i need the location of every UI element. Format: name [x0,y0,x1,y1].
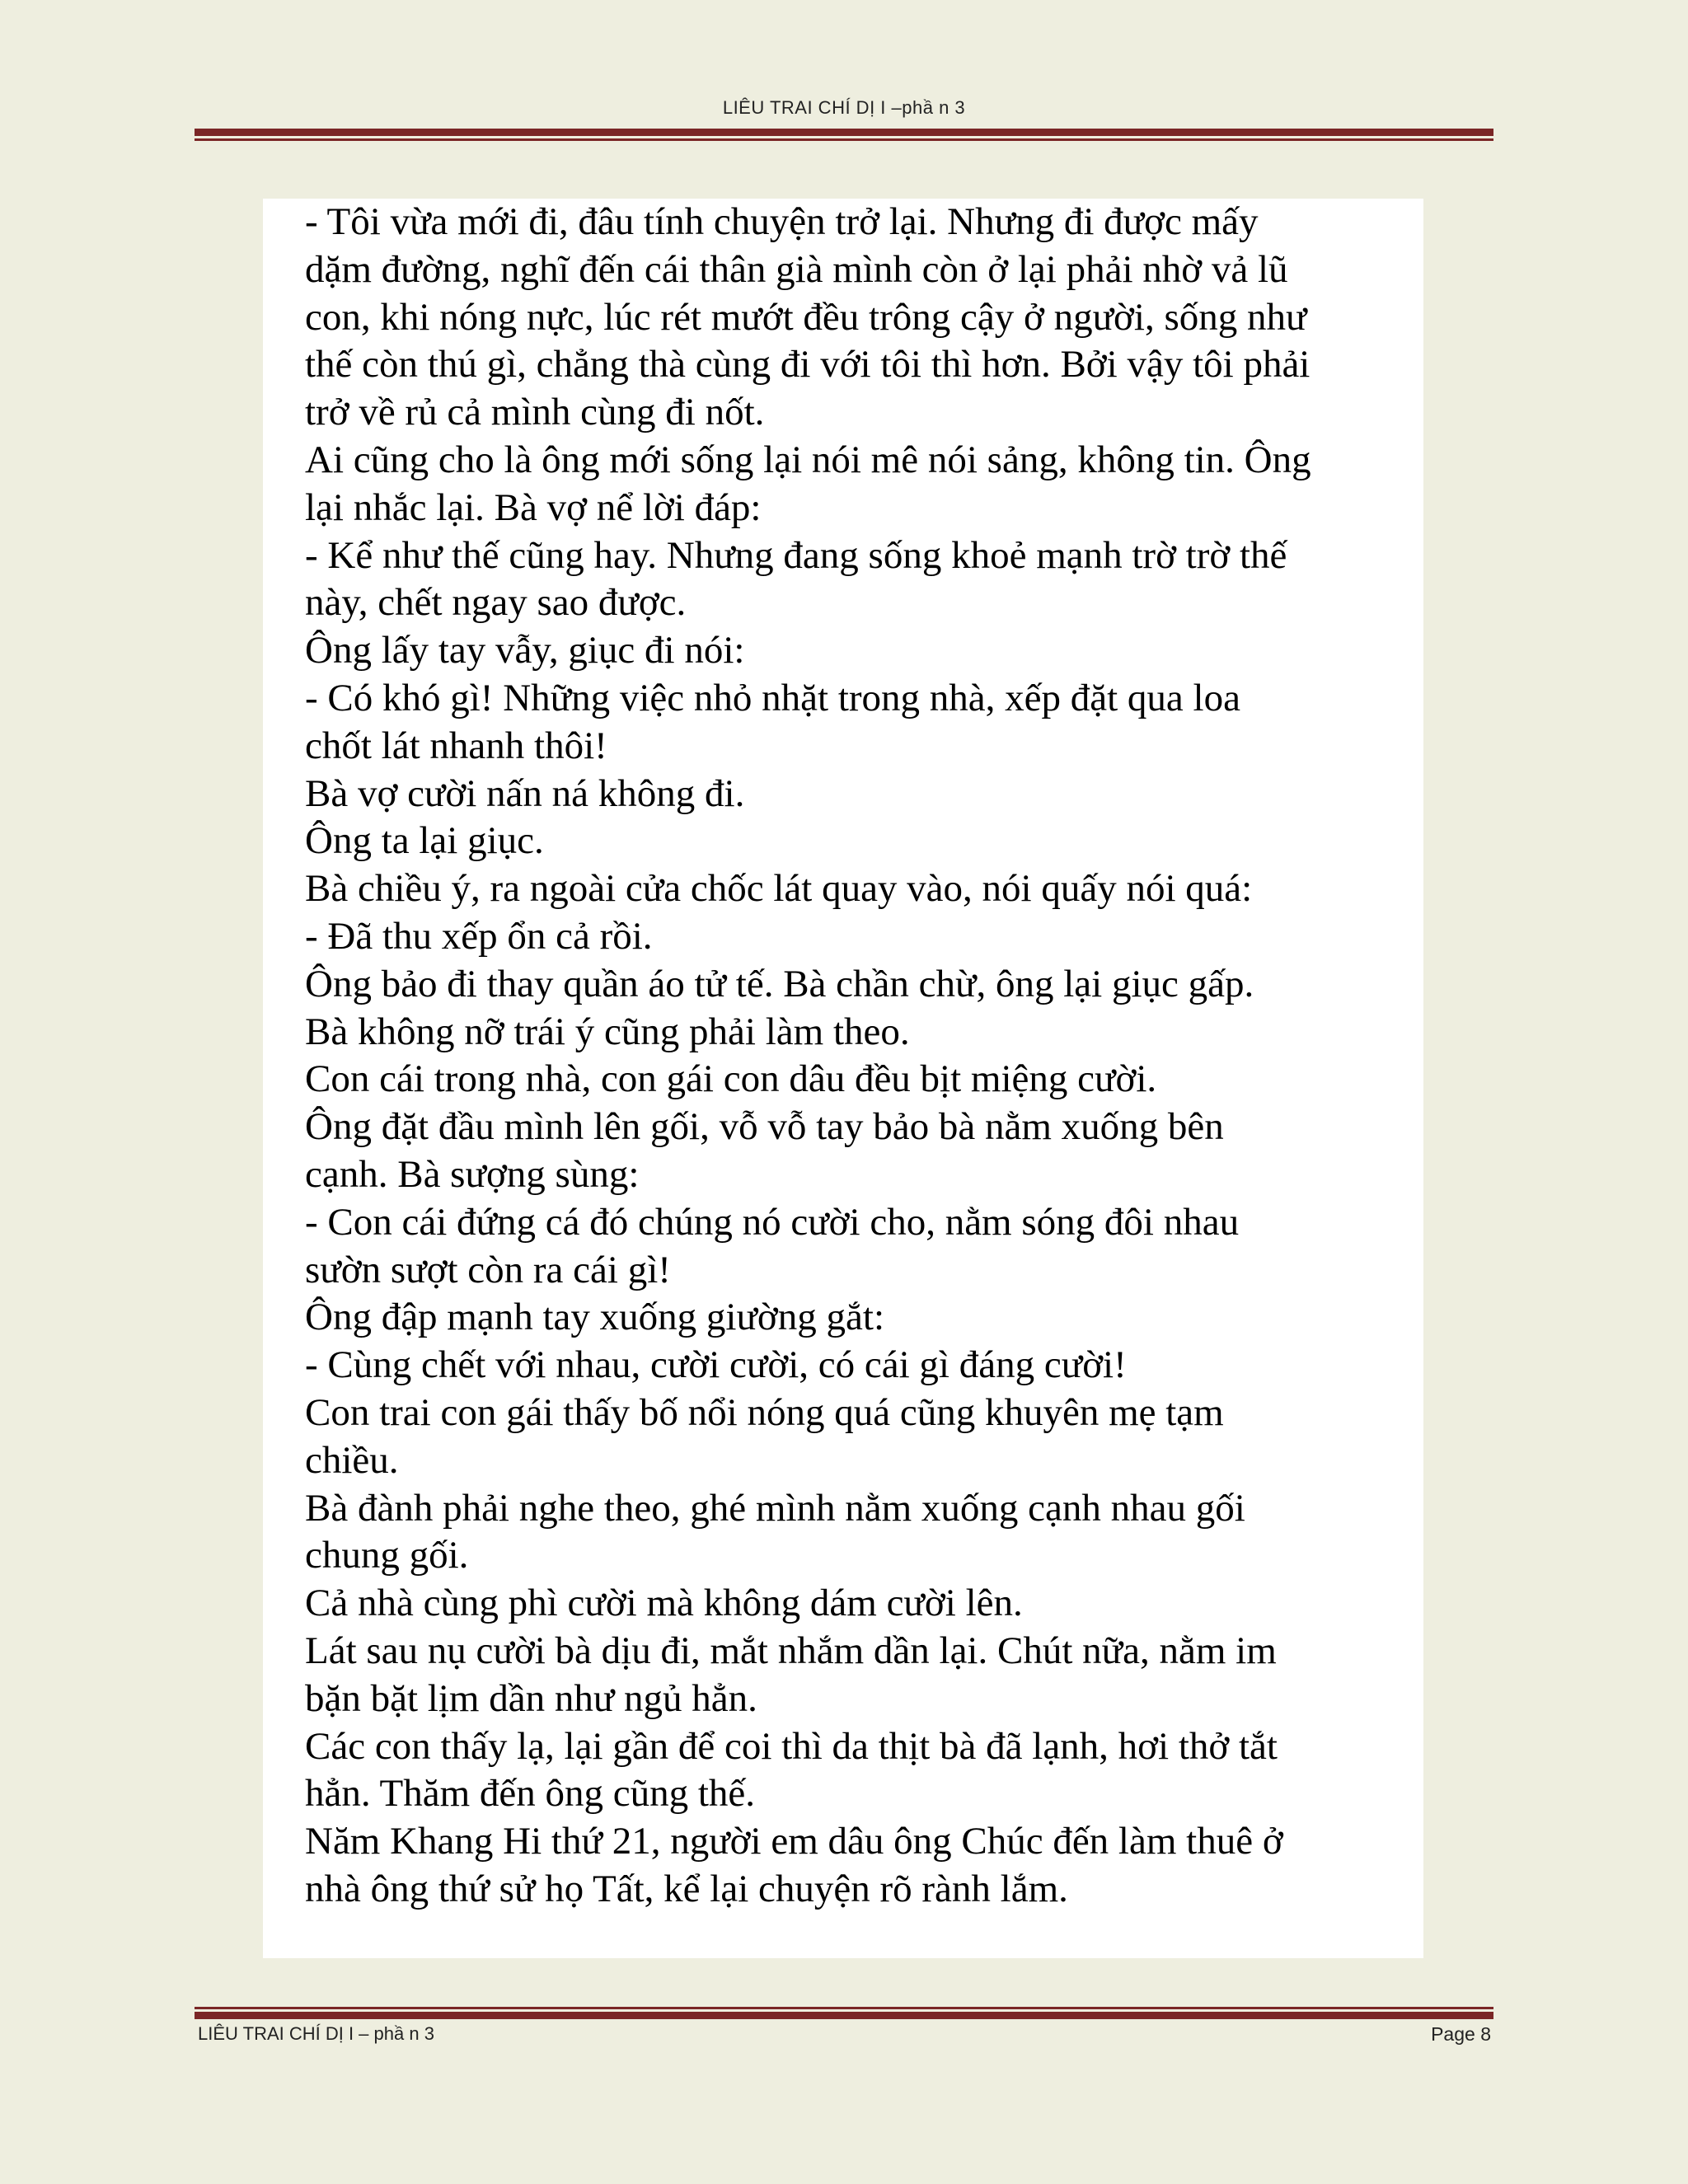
footer-rule-thin [195,2007,1493,2009]
text-line: Bà vợ cười nấn ná không đi. [305,771,745,815]
text-line: - Đã thu xếp ổn cả rồi. [305,914,653,958]
text-line: - Cùng chết với nhau, cười cười, có cái gì đáng cười! [305,1343,1127,1387]
text-line: chốt lát nhanh thôi! [305,724,607,767]
footer-title: LIÊU TRAI CHÍ DỊ I – phầ n 3 [198,2023,434,2044]
header-rule-thin [195,138,1493,141]
text-line: thế còn thú gì, chẳng thà cùng đi với tôi thì hơn. Bởi vậy tôi phải [305,343,1311,387]
page-number: Page 8 [1431,2023,1491,2045]
text-line: - Con cái đứng cá đó chúng nó cười cho, nằm sóng đôi nhau [305,1200,1240,1244]
text-line: Bà không nỡ trái ý cũng phải làm theo. [305,1010,910,1053]
text-line: chiều. [305,1438,399,1482]
text-line: Ông đặt đầu mình lên gối, vỗ vỗ tay bảo bà nằm xuống bên [305,1105,1224,1149]
text-line: Cả nhà cùng phì cười mà không dám cười lên. [305,1582,1023,1625]
text-line: Bà chiều ý, ra ngoài cửa chốc lát quay vào, nói quấy nói quá: [305,867,1253,911]
text-line: Bà đành phải nghe theo, ghé mình nằm xuống cạnh nhau gối [305,1486,1245,1530]
text-line: lại nhắc lại. Bà vợ nể lời đáp: [305,485,762,529]
text-line: Ông lấy tay vẫy, giục đi nói: [305,629,745,673]
text-line: - Có khó gì! Những việc nhỏ nhặt trong nhà, xếp đặt qua loa [305,676,1240,719]
text-line: Ông ta lại giục. [305,819,544,863]
text-line: nhà ông thứ sử họ Tất, kể lại chuyện rõ rành lắm. [305,1867,1068,1910]
text-line: dặm đường, nghĩ đến cái thân già mình còn ở lại phải nhờ vả lũ [305,247,1288,291]
text-line: Ông đập mạnh tay xuống giường gắt: [305,1296,885,1339]
text-line: Các con thấy lạ, lại gần để coi thì da thịt bà đã lạnh, hơi thở tắt [305,1724,1278,1768]
text-line: Lát sau nụ cười bà dịu đi, mắt nhắm dần lại. Chút nữa, nằm im [305,1629,1277,1672]
footer-rule-thick [195,2012,1493,2019]
text-line: Con cái trong nhà, con gái con dâu đều bịt miệng cười. [305,1057,1157,1101]
header-rule-thick [195,129,1493,136]
header-title: LIÊU TRAI CHÍ DỊ I –phầ n 3 [722,97,966,118]
text-line: chung gối. [305,1534,469,1577]
footer-rule [195,2007,1493,2019]
header-rule [195,129,1493,141]
text-line: Ai cũng cho là ông mới sống lại nói mê nói sảng, không tin. Ông [305,438,1311,481]
text-line: này, chết ngay sao được. [305,581,687,625]
text-line: Con trai con gái thấy bố nổi nóng quá cũng khuyên mẹ tạm [305,1390,1224,1434]
text-line: Năm Khang Hi thứ 21, người em dâu ông Chúc đến làm thuê ở [305,1820,1283,1863]
text-line: hẳn. Thăm đến ông cũng thế. [305,1772,756,1816]
text-line: trở về rủ cả mình cùng đi nốt. [305,391,765,434]
content-panel [263,199,1423,1958]
text-line: bặn bặt lịm dần như ngủ hẳn. [305,1676,757,1720]
text-line: sườn sượt còn ra cái gì! [305,1248,671,1291]
text-line: cạnh. Bà sượng sùng: [305,1152,640,1196]
text-line: Ông bảo đi thay quần áo tử tế. Bà chần chừ, ông lại giục gấp. [305,962,1254,1005]
text-line: con, khi nóng nực, lúc rét mướt đều trông cậy ở người, sống như [305,295,1307,339]
body-text [305,199,1409,1914]
text-line: - Tôi vừa mới đi, đâu tính chuyện trở lại. Nhưng đi được mấy [305,200,1259,243]
text-line: - Kể như thế cũng hay. Nhưng đang sống khoẻ mạnh trờ trờ thế [305,533,1287,577]
